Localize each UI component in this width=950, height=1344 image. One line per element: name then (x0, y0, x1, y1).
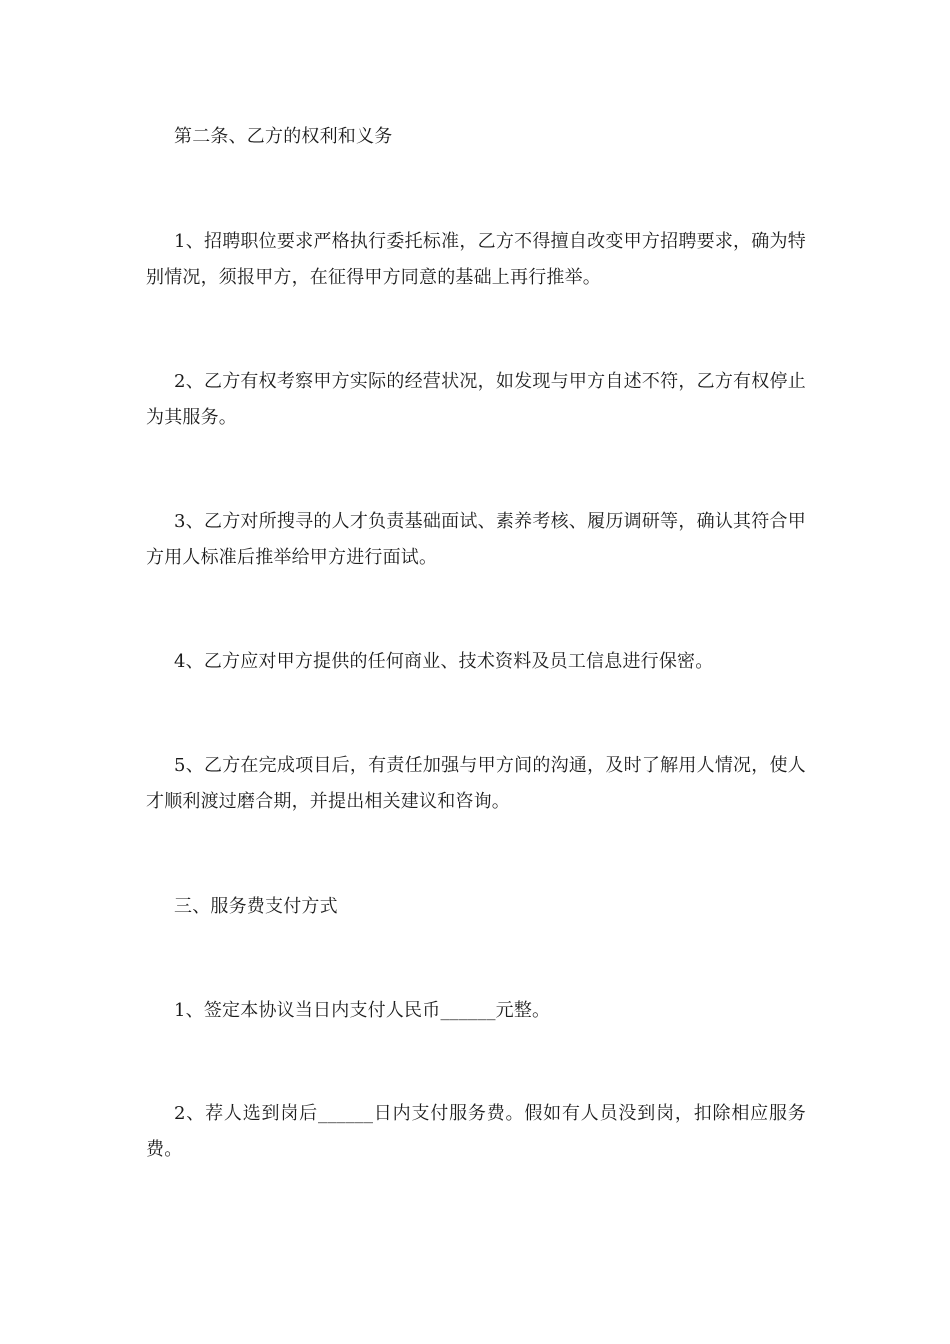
payment-clause-1: 1、签定本协议当日内支付人民币______元整。 (174, 1000, 551, 1021)
section-heading-party-b-rights: 第二条、乙方的权利和义务 (174, 126, 393, 147)
clause-1-recruitment-standards: 1、招聘职位要求严格执行委托标准，乙方不得擅自改变甲方招聘要求，确为特别情况，须报甲方，在征得甲方同意的基础上再行推举。 (146, 231, 806, 288)
clause-3-candidate-screening: 3、乙方对所搜寻的人才负责基础面试、素养考核、履历调研等，确认其符合甲方用人标准后推举给甲方进行面试。 (146, 511, 806, 568)
section-heading-payment: 三、服务费支付方式 (174, 896, 338, 917)
payment-clause-2: 2、荐人选到岗后______日内支付服务费。假如有人员没到岗，扣除相应服务费。 (146, 1103, 806, 1160)
clause-2-business-inspection: 2、乙方有权考察甲方实际的经营状况，如发现与甲方自述不符，乙方有权停止为其服务。 (146, 371, 806, 428)
clause-4-confidentiality: 4、乙方应对甲方提供的任何商业、技术资料及员工信息进行保密。 (174, 651, 714, 672)
clause-5-follow-up: 5、乙方在完成项目后，有责任加强与甲方间的沟通，及时了解用人情况，使人才顺利渡过磨合期，并提出相关建议和咨询。 (146, 755, 806, 812)
